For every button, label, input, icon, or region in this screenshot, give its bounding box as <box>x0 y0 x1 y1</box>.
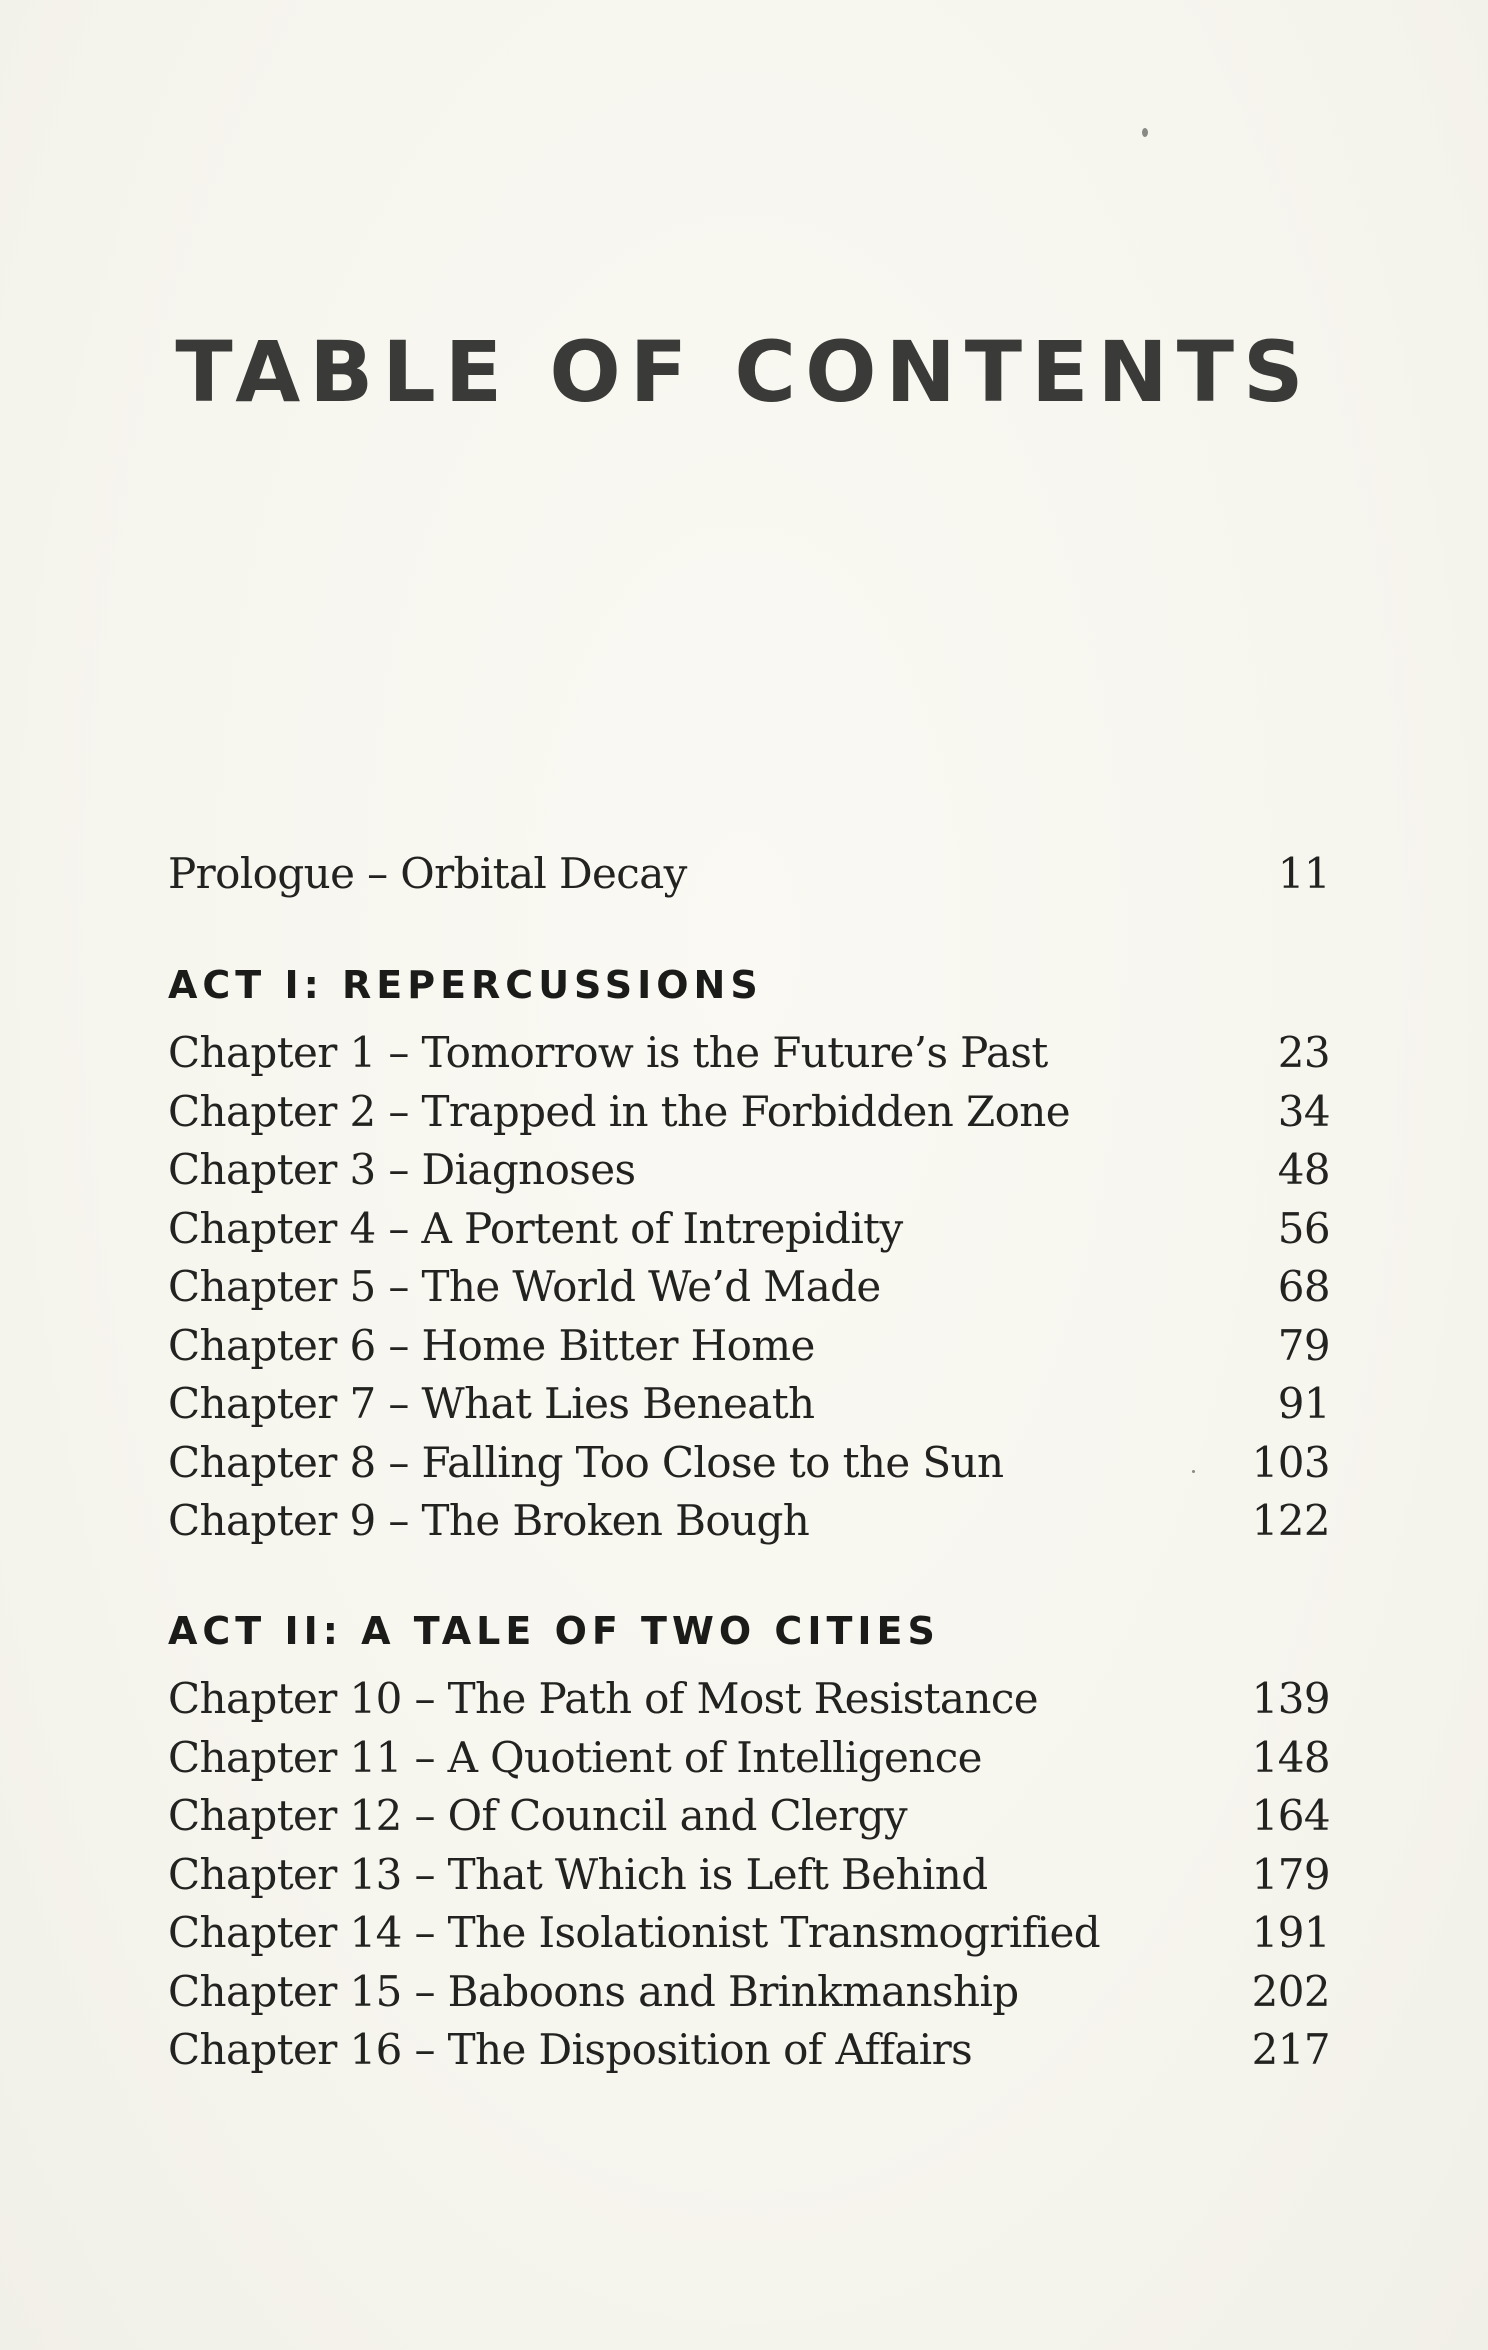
entry-title: Chapter 2 – Trapped in the Forbidden Zone <box>168 1086 1070 1136</box>
toc-row[interactable] <box>168 1963 1330 2021</box>
entry-title: Chapter 13 – That Which is Left Behind <box>168 1849 988 1899</box>
toc-row[interactable] <box>168 1729 1330 1787</box>
page-number: 217 <box>1251 2025 1330 2074</box>
toc-row[interactable] <box>168 845 1330 903</box>
page-number: 179 <box>1251 1849 1330 1899</box>
toc-row[interactable] <box>168 1846 1330 1904</box>
entry-title: Chapter 5 – The World We’d Made <box>168 1262 881 1311</box>
toc-row[interactable] <box>168 1200 1330 1258</box>
toc-row[interactable] <box>168 1317 1330 1375</box>
toc-row[interactable] <box>168 1670 1330 1728</box>
entry-title: Chapter 4 – A Portent of Intrepidity <box>168 1203 903 1253</box>
toc-row[interactable] <box>168 1492 1330 1550</box>
page-number: 23 <box>1277 1028 1330 1077</box>
act-heading-2: ACT II: A TALE OF TWO CITIES <box>168 1609 940 1653</box>
entry-title: Prologue – Orbital Decay <box>168 849 687 898</box>
page-number: 34 <box>1277 1086 1330 1136</box>
toc-row[interactable] <box>168 1375 1330 1433</box>
page-number: 48 <box>1277 1145 1330 1194</box>
toc-row[interactable] <box>168 1083 1330 1141</box>
toc-row[interactable] <box>168 2021 1330 2079</box>
toc-row[interactable] <box>168 1024 1330 1082</box>
act-heading-1: ACT I: REPERCUSSIONS <box>168 963 763 1007</box>
toc-row[interactable] <box>168 1258 1330 1316</box>
entry-title: Chapter 9 – The Broken Bough <box>168 1496 810 1545</box>
page-number: 164 <box>1251 1791 1330 1840</box>
entry-title: Chapter 10 – The Path of Most Resistance <box>168 1674 1038 1723</box>
page-number: 56 <box>1277 1203 1330 1253</box>
entry-title: Chapter 11 – A Quotient of Intelligence <box>168 1732 982 1782</box>
entry-title: Chapter 3 – Diagnoses <box>168 1145 636 1194</box>
toc-row[interactable] <box>168 1141 1330 1199</box>
entry-title: Chapter 6 – Home Bitter Home <box>168 1320 815 1370</box>
entry-title: Chapter 1 – Tomorrow is the Future’s Past <box>168 1028 1048 1077</box>
entry-title: Chapter 14 – The Isolationist Transmogrified <box>168 1908 1101 1957</box>
paper-speck <box>1142 128 1148 137</box>
page-number: 79 <box>1277 1320 1330 1370</box>
page-number: 11 <box>1277 849 1330 898</box>
page-number: 68 <box>1277 1262 1330 1311</box>
page-number: 148 <box>1251 1732 1330 1782</box>
page-number: 122 <box>1251 1496 1330 1545</box>
toc-row[interactable] <box>168 1904 1330 1962</box>
toc-row[interactable] <box>168 1787 1330 1845</box>
page-number: 103 <box>1251 1437 1330 1487</box>
entry-title: Chapter 16 – The Disposition of Affairs <box>168 2025 973 2074</box>
page-number: 91 <box>1277 1379 1330 1428</box>
toc-row[interactable] <box>168 1434 1330 1492</box>
entry-title: Chapter 12 – Of Council and Clergy <box>168 1791 908 1840</box>
entry-title: Chapter 7 – What Lies Beneath <box>168 1379 815 1428</box>
entry-title: Chapter 15 – Baboons and Brinkmanship <box>168 1966 1019 2016</box>
page-title: TABLE OF CONTENTS <box>175 323 1313 421</box>
page-number: 191 <box>1251 1908 1330 1957</box>
prologue-entry[interactable] <box>168 845 1330 905</box>
page-number: 202 <box>1251 1966 1330 2016</box>
entry-title: Chapter 8 – Falling Too Close to the Sun <box>168 1437 1004 1487</box>
page-number: 139 <box>1251 1674 1330 1723</box>
